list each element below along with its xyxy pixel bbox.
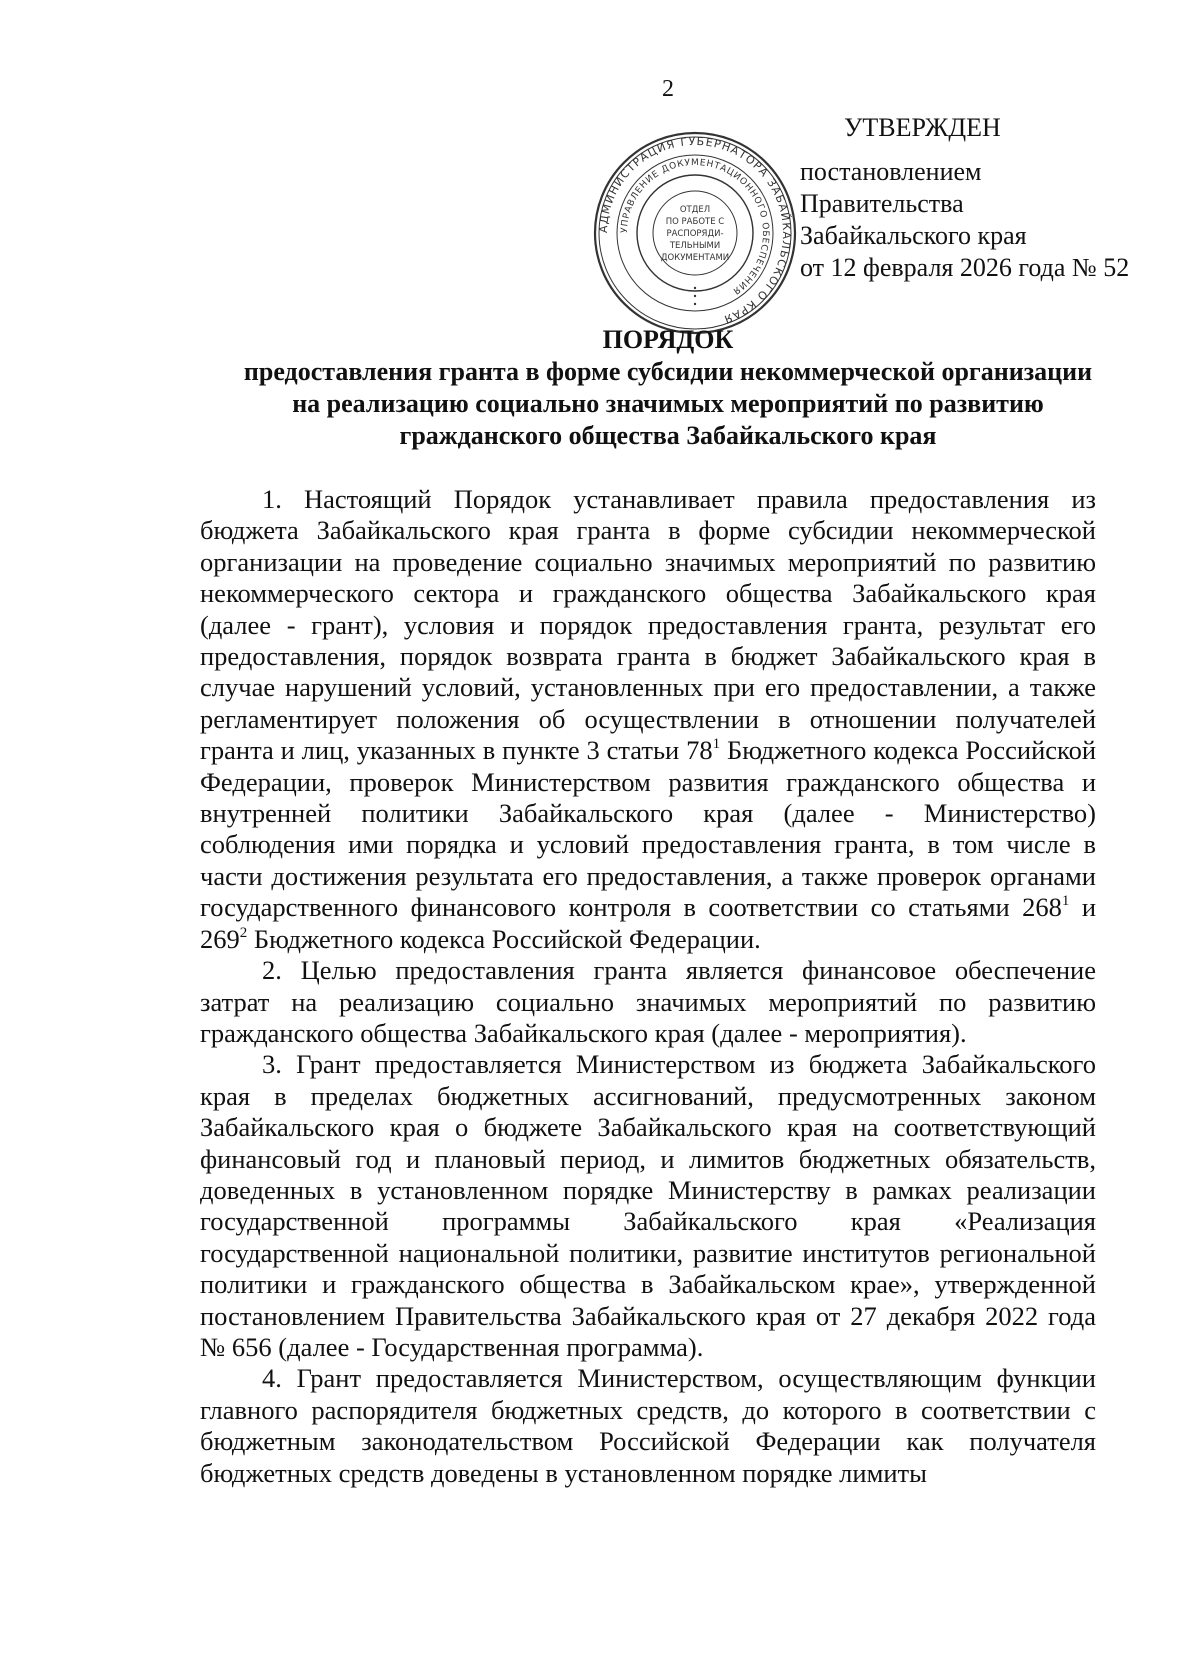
stamp-center-line: ДОКУМЕНТАМИ (660, 253, 730, 263)
approval-heading: УТВЕРЖДЕН (844, 113, 1001, 142)
approval-line: Забайкальского края (800, 221, 1027, 250)
superscript: 2 (239, 924, 248, 941)
document-title (200, 324, 1136, 452)
stamp-center-line: ОТДЕЛ (679, 205, 711, 215)
paragraph-3: 3. Грант предоставляется Министерством из бюджета Забайкальского края в пределах бюджетных ассигнований, предусмотренных законом Забайкальского края о бюджете Забайкальского края на соответствующий финансовый год и плановый период, и лимитов бюджетных обязательств, доведенных в установленном порядке Министерству в рамках реализации государственной программы Забайкальского края «Реализация государственной национальной политики, развитие институтов региональной политики и гражданского общества в Забайкальском крае», утвержденной постановлением Правительства Забайкальского края от 27 декабря 2022 года № 656 (далее - Государственная программа). (200, 1049, 1096, 1362)
superscript: 1 (1061, 893, 1070, 910)
paragraph-2: 2. Целью предоставления гранта является финансовое обеспечение затрат на реализацию социально значимых мероприятий по развитию гражданского общества Забайкальского края (далее - мероприятия). (200, 955, 1096, 1048)
paragraph-1 (200, 484, 1096, 955)
paragraph-text: и 269 (200, 892, 1096, 954)
stamp-center-line: РАСПОРЯДИ- (666, 229, 724, 239)
title-subtitle-line: гражданского общества Забайкальского края (399, 421, 937, 450)
stamp-center-line: ТЕЛЬНЫМИ (669, 241, 721, 251)
title-subtitle-line: на реализацию социально значимых мероприятий по развитию (292, 389, 1044, 418)
page-number: 2 (662, 76, 674, 102)
document-body (200, 484, 1096, 1489)
paragraph-text: Бюджетного кодекса Российской Федерации, проверок Министерством развития гражданского общества и внутренней политики Забайкальского края (далее - Министерство) соблюдения ими порядка и условий предоставления гранта, в том числе в части достижения результата его предоставления, а также проверок органами государственного финансового контроля в соответствии со статьями 268 (200, 735, 1097, 923)
approval-block (800, 112, 1130, 284)
stamp-center-line: ПО РАБОТЕ С (665, 217, 725, 227)
approval-line: от 12 февраля 2026 года № 52 (800, 253, 1130, 282)
title-main: ПОРЯДОК (602, 325, 734, 354)
stamp-outer-text: АДМИНИСТРАЦИЯ ГУБЕРНАТОРА ЗАБАЙКАЛЬСКОГО КРАЯ (596, 134, 794, 327)
paragraph-text: 1. Настоящий Порядок устанавливает правила предоставления из бюджета Забайкальского края гранта в форме субсидии некоммерческой организации на проведение социально значимых мероприятий по развитию некоммерческого сектора и гражданского общества Забайкальского края (далее - грант), условия и порядок предоставления гранта, результат его предоставления, порядок возврата гранта в бюджет Забайкальского края в случае нарушений условий, установленных при его предоставлении, а также регламентирует положения об осуществлении в отношении получателей гранта и лиц, указанных в пункте 3 статьи 78 (200, 484, 1096, 766)
official-seal-stamp (590, 128, 800, 338)
paragraph-4: 4. Грант предоставляется Министерством, осуществляющим функции главного распорядителя бюджетных средств, до которого в соответствии с бюджетным законодательством Российской Федерации как получателя бюджетных средств доведены в установленном порядке лимиты (200, 1363, 1096, 1488)
superscript: 1 (712, 736, 721, 753)
approval-line: постановлением Правительства (800, 157, 982, 218)
title-subtitle-line: предоставления гранта в форме субсидии некоммерческой организации (243, 357, 1093, 386)
paragraph-text: Бюджетного кодекса Российской Федерации. (247, 923, 761, 954)
stamp-inner-text: УПРАВЛЕНИЕ ДОКУМЕНТАЦИОННОГО ОБЕСПЕЧЕНИЯ (619, 157, 771, 296)
